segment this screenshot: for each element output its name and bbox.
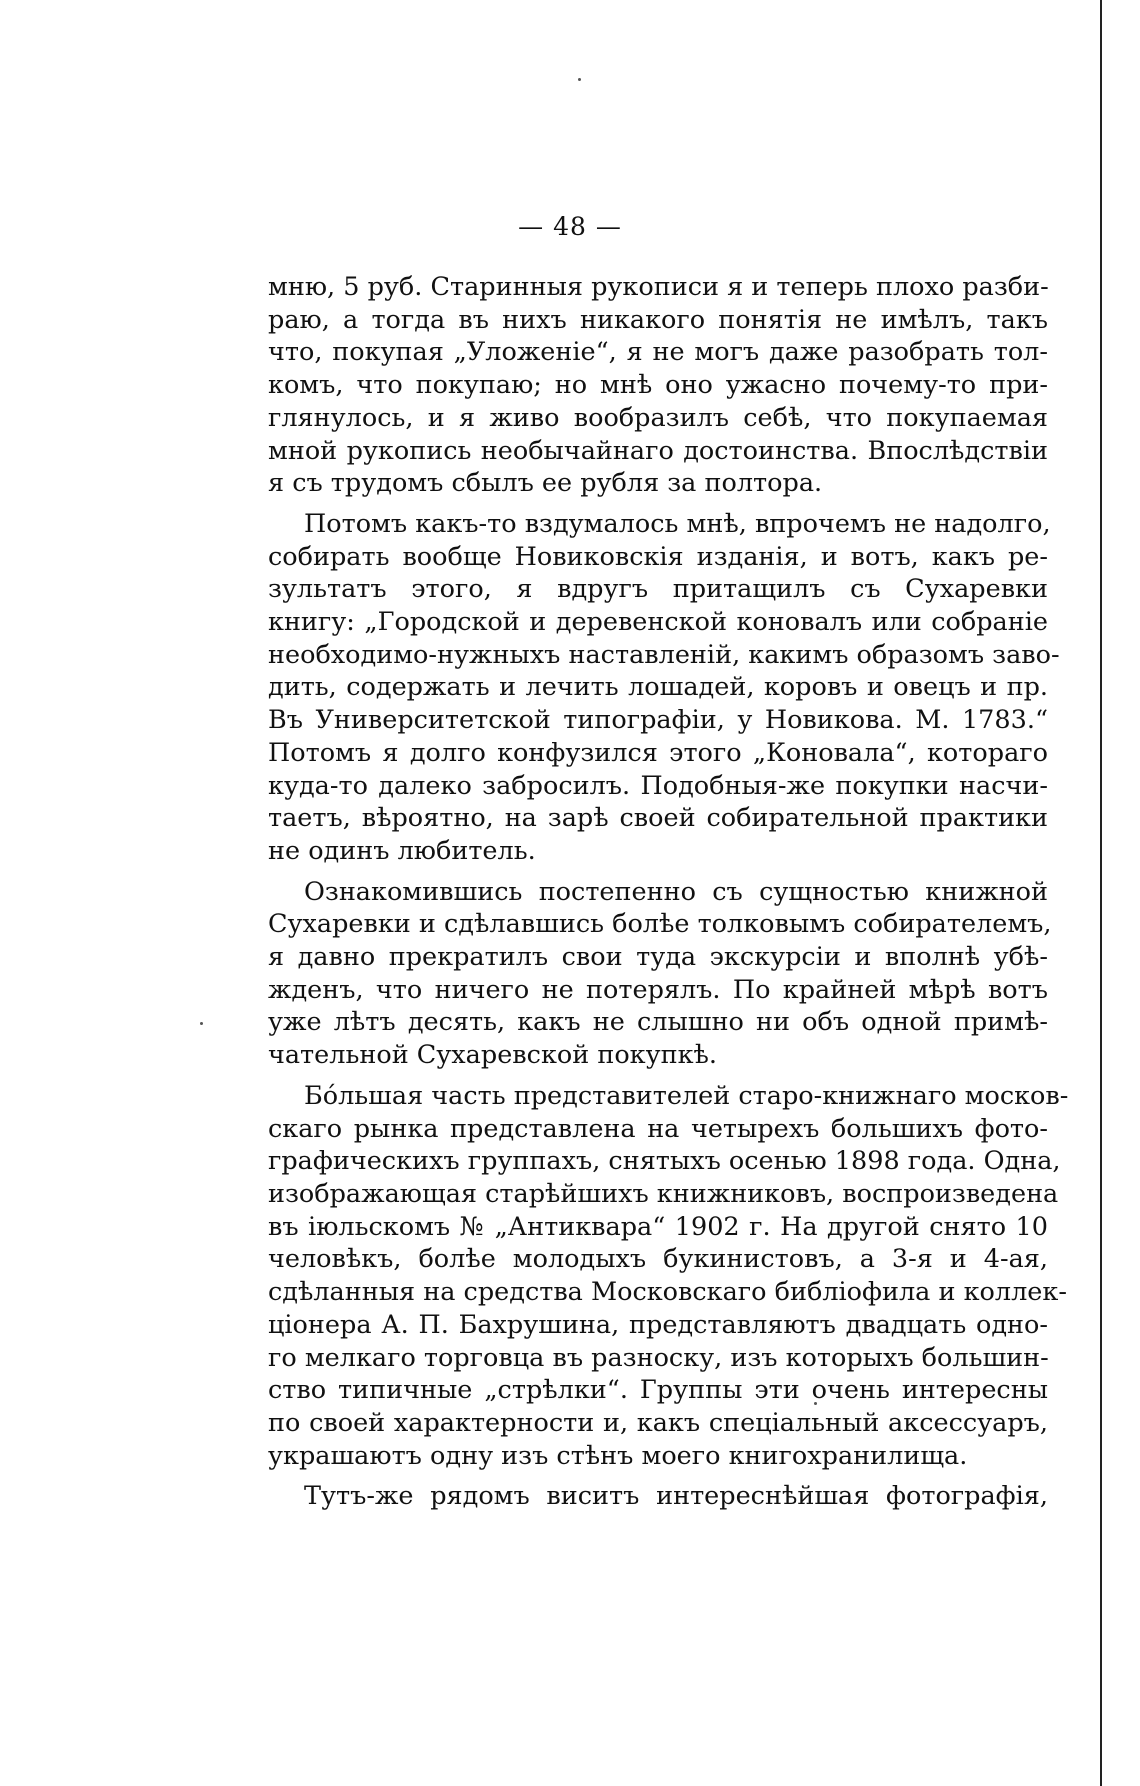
text-line: таетъ, вѣроятно, на зарѣ своей собирательной практики bbox=[268, 803, 1048, 834]
text-line: Потомъ я долго конфузился этого „Коновала“, котораго bbox=[268, 737, 1048, 768]
text-line: зультатъ этого, я вдругъ притащилъ съ Сухаревки bbox=[268, 574, 1048, 605]
text-line: въ іюльскомъ № „Антиквара“ 1902 г. На другой снято 10 bbox=[268, 1211, 1048, 1242]
paragraph-4 bbox=[268, 1080, 1069, 1472]
text-line: уже лѣтъ десять, какъ не слышно ни объ одной примѣ- bbox=[268, 1007, 1048, 1038]
text-line: книгу: „Городской и деревенской коновалъ или собраніе bbox=[268, 607, 1048, 638]
text-line: дить, содержать и лечить лошадей, коровъ и овецъ и пр. bbox=[268, 672, 1048, 703]
text-line: Сухаревки и сдѣлавшись болѣе толковымъ собирателемъ, bbox=[268, 909, 1052, 940]
text-line: Потомъ какъ-то вздумалось мнѣ, впрочемъ не надолго, bbox=[304, 508, 1051, 539]
page-number: — 48 — bbox=[518, 212, 622, 241]
paragraph-3 bbox=[268, 876, 1052, 1072]
paragraph-1 bbox=[268, 271, 1048, 500]
text-line: комъ, что покупаю; но мнѣ оно ужасно почему-то при- bbox=[268, 370, 1048, 401]
text-line: глянулось, и я живо вообразилъ себѣ, что покупаемая bbox=[268, 402, 1048, 433]
text-line: я съ трудомъ сбылъ ее рубля за полтора. bbox=[268, 468, 823, 499]
text-line: Бóльшая часть представителей старо-книжнаго москов- bbox=[304, 1080, 1069, 1111]
text-line: собирать вообще Новиковскія изданія, и вотъ, какъ ре- bbox=[268, 541, 1048, 572]
text-line: изображающая старѣйшихъ книжниковъ, воспроизведена bbox=[268, 1178, 1059, 1209]
text-line: ство типичные „стрѣлки“. Группы эти очень интересны bbox=[268, 1375, 1048, 1406]
text-line: человѣкъ, болѣе молодыхъ букинистовъ, а 3-я и 4-ая, bbox=[268, 1244, 1048, 1275]
text-line: я давно прекратилъ свои туда экскурсіи и вполнѣ убѣ- bbox=[268, 942, 1048, 973]
text-line: жденъ, что ничего не потерялъ. По крайней мѣрѣ вотъ bbox=[268, 974, 1048, 1005]
text-line: Ознакомившись постепенно съ сущностью книжной bbox=[304, 876, 1048, 907]
text-line: не одинъ любитель. bbox=[268, 835, 536, 866]
text-line: мню, 5 руб. Старинныя рукописи я и теперь плохо разби- bbox=[268, 272, 1049, 302]
text-line: сдѣланныя на средства Московскаго библіофила и коллек- bbox=[268, 1277, 1067, 1308]
text-line: чательной Сухаревской покупкѣ. bbox=[268, 1040, 718, 1071]
text-line: Тутъ-же рядомъ виситъ интереснѣйшая фотографія, bbox=[304, 1481, 1048, 1512]
text-line: го мелкаго торговца въ разноску, изъ которыхъ большин- bbox=[268, 1342, 1049, 1373]
scan-speck bbox=[578, 78, 581, 81]
paragraph-5 bbox=[268, 1480, 1048, 1513]
text-line: по своей характерности и, какъ спеціальный аксессуаръ, bbox=[268, 1407, 1048, 1438]
text-line: Въ Университетской типографіи, у Новикова. М. 1783.“ bbox=[268, 705, 1048, 736]
text-line: ціонера А. П. Бахрушина, представляютъ двадцать одно- bbox=[268, 1309, 1048, 1340]
text-line: украшаютъ одну изъ стѣнъ моего книгохранилища. bbox=[268, 1440, 968, 1471]
body-text bbox=[268, 271, 1069, 1521]
text-line: скаго рынка представлена на четырехъ большихъ фото- bbox=[268, 1113, 1048, 1144]
paragraph-2 bbox=[268, 508, 1060, 868]
text-line: что, покупая „Уложеніе“, я не могъ даже разобрать тол- bbox=[268, 337, 1048, 368]
text-line: необходимо-нужныхъ наставленій, какимъ образомъ заво- bbox=[268, 639, 1060, 670]
text-line: мной рукопись необычайнаго достоинства. Впослѣдствіи bbox=[268, 435, 1048, 466]
text-line: куда-то далеко забросилъ. Подобныя-же покупки насчи- bbox=[268, 770, 1048, 801]
scan-speck bbox=[200, 1022, 203, 1025]
text-line: раю, а тогда въ нихъ никакого понятія не имѣлъ, такъ bbox=[268, 304, 1048, 335]
text-line: графическихъ группахъ, снятыхъ осенью 1898 года. Одна, bbox=[268, 1146, 1061, 1177]
page-edge-line bbox=[1100, 0, 1102, 1786]
